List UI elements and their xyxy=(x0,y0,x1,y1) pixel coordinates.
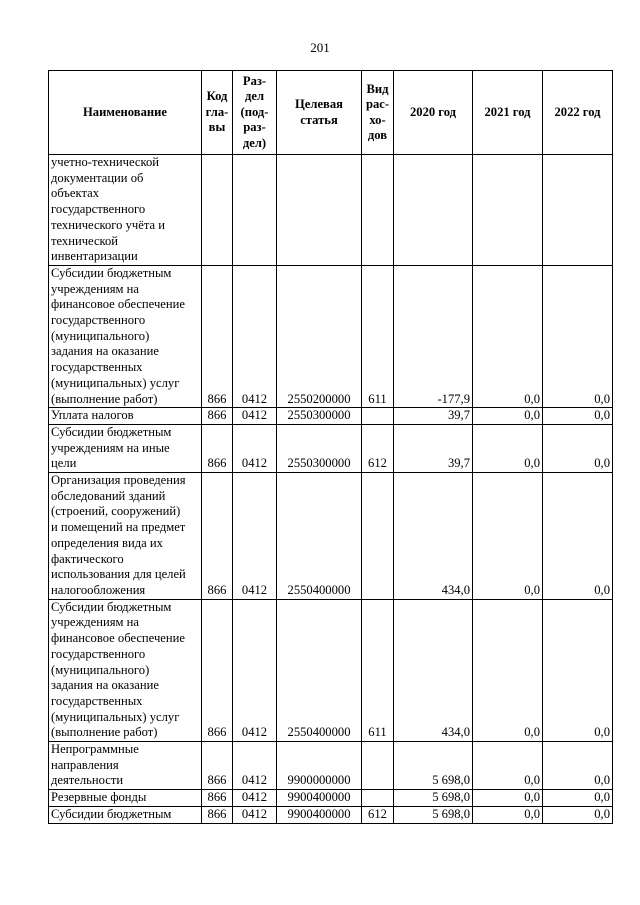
cell-section: 0412 xyxy=(233,599,277,741)
header-2020: 2020 год xyxy=(394,71,473,155)
cell-name: Субсидии бюджетным xyxy=(49,806,202,823)
table-header-row xyxy=(49,71,613,155)
cell-target: 2550200000 xyxy=(277,265,362,407)
cell-section: 0412 xyxy=(233,806,277,823)
cell-target: 2550400000 xyxy=(277,599,362,741)
table-row xyxy=(49,265,613,407)
cell-target: 2550300000 xyxy=(277,408,362,425)
cell-name: Резервные фонды xyxy=(49,790,202,807)
header-code: Код гла- вы xyxy=(202,71,233,155)
cell-2022: 0,0 xyxy=(543,424,613,472)
table-row xyxy=(49,742,613,790)
header-2022: 2022 год xyxy=(543,71,613,155)
cell-code: 866 xyxy=(202,806,233,823)
cell-code: 866 xyxy=(202,599,233,741)
cell-2021: 0,0 xyxy=(473,742,543,790)
cell-2022: 0,0 xyxy=(543,806,613,823)
table-row xyxy=(49,155,613,266)
header-target: Целевая статья xyxy=(277,71,362,155)
cell-2020: 5 698,0 xyxy=(394,742,473,790)
cell-2021: 0,0 xyxy=(473,806,543,823)
cell-name: Субсидии бюджетным учреждениям на финансовое обеспечение государственного (муниципального) задания на оказание государственных (муниципальных) услуг (выполнение работ) xyxy=(49,599,202,741)
cell-name: Субсидии бюджетным учреждениям на иные цели xyxy=(49,424,202,472)
cell-2021: 0,0 xyxy=(473,408,543,425)
cell-expense-type: 611 xyxy=(362,265,394,407)
table-row xyxy=(49,473,613,600)
cell-2020: 39,7 xyxy=(394,408,473,425)
cell-2021: 0,0 xyxy=(473,790,543,807)
header-name: Наименование xyxy=(49,71,202,155)
cell-expense-type xyxy=(362,408,394,425)
cell-2022: 0,0 xyxy=(543,790,613,807)
cell-name: Уплата налогов xyxy=(49,408,202,425)
cell-2021: 0,0 xyxy=(473,424,543,472)
cell-target: 2550300000 xyxy=(277,424,362,472)
cell-name: учетно-технической документации об объектах государственного технического учёта и технической инвентаризации xyxy=(49,155,202,266)
cell-2022: 0,0 xyxy=(543,473,613,600)
cell-section: 0412 xyxy=(233,265,277,407)
cell-section xyxy=(233,155,277,266)
cell-expense-type xyxy=(362,473,394,600)
cell-code: 866 xyxy=(202,790,233,807)
cell-expense-type: 612 xyxy=(362,424,394,472)
cell-target: 2550400000 xyxy=(277,473,362,600)
page-number: 201 xyxy=(310,40,330,55)
table-row xyxy=(49,599,613,741)
cell-target: 9900400000 xyxy=(277,790,362,807)
table-row xyxy=(49,408,613,425)
cell-section: 0412 xyxy=(233,408,277,425)
cell-target: 9900000000 xyxy=(277,742,362,790)
cell-section: 0412 xyxy=(233,790,277,807)
cell-code: 866 xyxy=(202,742,233,790)
cell-section: 0412 xyxy=(233,424,277,472)
budget-table xyxy=(48,70,613,824)
cell-2022: 0,0 xyxy=(543,742,613,790)
cell-code: 866 xyxy=(202,408,233,425)
table-row xyxy=(49,806,613,823)
cell-name: Организация проведения обследований зданий (строений, сооружений) и помещений на предмет определения вида их фактического использования для целей налогообложения xyxy=(49,473,202,600)
header-2021: 2021 год xyxy=(473,71,543,155)
cell-code: 866 xyxy=(202,473,233,600)
cell-2020: 434,0 xyxy=(394,599,473,741)
cell-2020: -177,9 xyxy=(394,265,473,407)
cell-2020 xyxy=(394,155,473,266)
header-section: Раз- дел (под- раз- дел) xyxy=(233,71,277,155)
cell-2022: 0,0 xyxy=(543,408,613,425)
cell-2020: 5 698,0 xyxy=(394,790,473,807)
cell-target: 9900400000 xyxy=(277,806,362,823)
cell-code xyxy=(202,155,233,266)
cell-2020: 434,0 xyxy=(394,473,473,600)
header-expense-type: Вид рас- хо- дов xyxy=(362,71,394,155)
cell-2021: 0,0 xyxy=(473,599,543,741)
cell-section: 0412 xyxy=(233,473,277,600)
cell-2020: 5 698,0 xyxy=(394,806,473,823)
cell-2022 xyxy=(543,155,613,266)
cell-expense-type xyxy=(362,790,394,807)
cell-2021: 0,0 xyxy=(473,473,543,600)
cell-2022: 0,0 xyxy=(543,265,613,407)
cell-2021: 0,0 xyxy=(473,265,543,407)
cell-2021 xyxy=(473,155,543,266)
cell-expense-type xyxy=(362,742,394,790)
cell-code: 866 xyxy=(202,424,233,472)
cell-section: 0412 xyxy=(233,742,277,790)
cell-expense-type xyxy=(362,155,394,266)
cell-code: 866 xyxy=(202,265,233,407)
cell-name: Непрограммные направления деятельности xyxy=(49,742,202,790)
table-row xyxy=(49,790,613,807)
cell-expense-type: 612 xyxy=(362,806,394,823)
cell-target xyxy=(277,155,362,266)
cell-expense-type: 611 xyxy=(362,599,394,741)
cell-2020: 39,7 xyxy=(394,424,473,472)
table-row xyxy=(49,424,613,472)
cell-name: Субсидии бюджетным учреждениям на финансовое обеспечение государственного (муниципального) задания на оказание государственных (муниципальных) услуг (выполнение работ) xyxy=(49,265,202,407)
cell-2022: 0,0 xyxy=(543,599,613,741)
